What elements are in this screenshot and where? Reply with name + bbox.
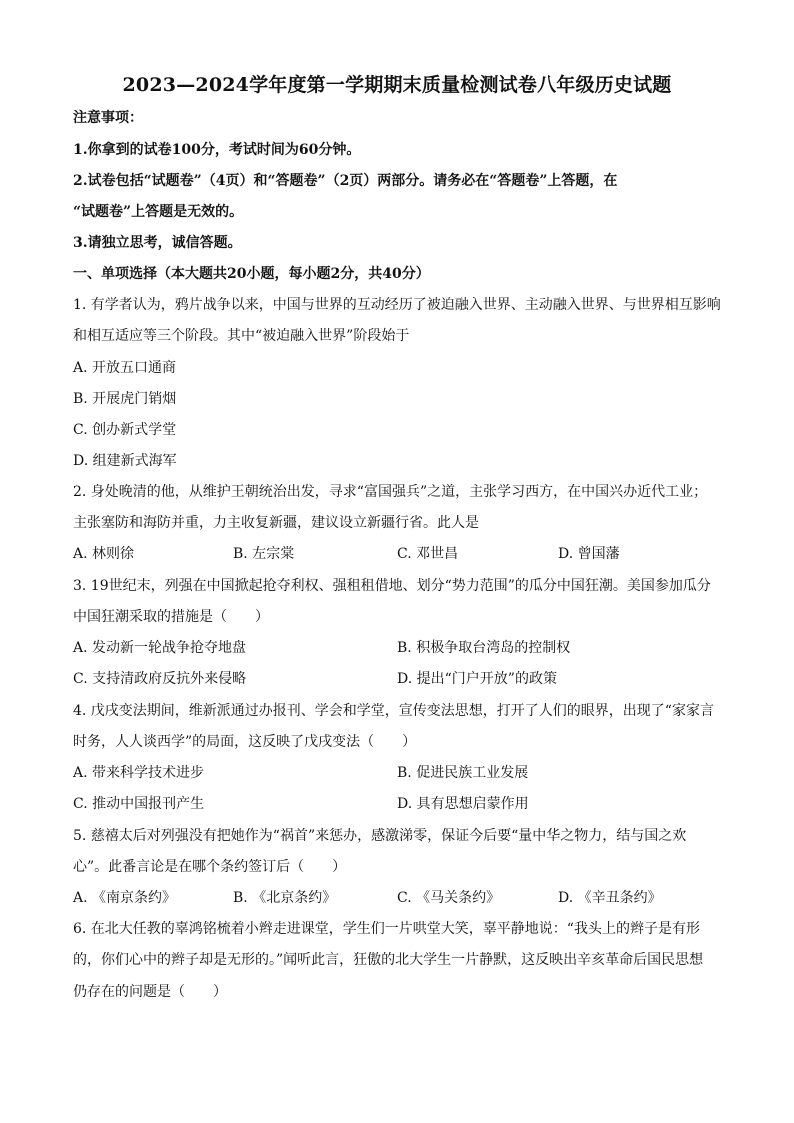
note-item-1: 1.你拿到的试卷100分，考试时间为60分钟。	[73, 142, 361, 158]
exam-title: 2023—2024学年度第一学期期末质量检测试卷八年级历史试题	[122, 74, 672, 96]
note-item-2-cont: “试题卷”上答题是无效的。	[73, 204, 244, 220]
question-2-option-d: D. 曾国藩	[558, 546, 620, 562]
question-1-option-b: B. 开展虎门销烟	[73, 391, 177, 407]
question-1-text: 1. 有学者认为，鸦片战争以来，中国与世界的互动经历了被迫融入世界、主动融入世界、与世界相互影响	[73, 297, 721, 313]
question-5-text-cont: 心”。此番言论是在哪个条约签订后（ ）	[73, 859, 347, 875]
question-4-option-b: B. 促进民族工业发展	[397, 765, 529, 781]
question-6-text-cont-1: 的，你们心中的辫子却是无形的。”闻听此言，狂傲的北大学生一片静默，这反映出辛亥革命后国民思想	[73, 952, 704, 968]
question-3-option-d: D. 提出“门户开放”的政策	[397, 671, 557, 687]
question-3-option-a: A. 发动新一轮战争抢夺地盘	[73, 640, 247, 656]
question-5-option-d: D. 《辛丑条约》	[558, 890, 662, 906]
question-6-text-cont-2: 仍存在的问题是（ ）	[73, 984, 227, 1000]
question-3-text: 3. 19世纪末，列强在中国掀起抢夺利权、强租租借地、划分“势力范围”的瓜分中国狂潮。美国参加瓜分	[73, 578, 711, 594]
question-5-option-a: A. 《南京条约》	[73, 890, 177, 906]
question-4-text-cont: 时务，人人谈西学”的局面，这反映了戊戌变法（ ）	[73, 734, 417, 750]
note-item-2: 2.试卷包括“试题卷”（4页）和“答题卷”（2页）两部分。请务必在“答题卷”上答题，在	[73, 173, 618, 189]
question-5-option-b: B. 《北京条约》	[233, 890, 337, 906]
question-2-option-b: B. 左宗棠	[233, 546, 295, 562]
question-5-text: 5. 慈禧太后对列强没有把她作为“祸首”来惩办，感激涕零，保证今后要“量中华之物力，结与国之欢	[73, 828, 687, 844]
question-4-option-a: A. 带来科学技术进步	[73, 765, 205, 781]
question-4-option-d: D. 具有思想启蒙作用	[397, 796, 529, 812]
question-2-text-cont: 主张塞防和海防并重，力主收复新疆，建议设立新疆行省。此人是	[73, 515, 479, 531]
question-3-option-c: C. 支持清政府反抗外来侵略	[73, 671, 247, 687]
question-5-option-c: C. 《马关条约》	[397, 890, 501, 906]
question-2-option-a: A. 林则徐	[73, 546, 135, 562]
section-heading: 一、单项选择（本大题共20小题，每小题2分，共40分）	[73, 266, 430, 282]
question-6-text: 6. 在北大任教的辜鸿铭梳着小辫走进课堂，学生们一片哄堂大笑，辜平静地说：“我头上的辫子是有形	[73, 921, 700, 937]
question-1-option-c: C. 创办新式学堂	[73, 422, 177, 438]
question-1-text-cont: 和相互适应等三个阶段。其中“被迫融入世界”阶段始于	[73, 328, 410, 344]
question-1-option-d: D. 组建新式海军	[73, 453, 177, 469]
question-3-option-b: B. 积极争取台湾岛的控制权	[397, 640, 571, 656]
question-2-option-c: C. 邓世昌	[397, 546, 459, 562]
question-1-option-a: A. 开放五口通商	[73, 360, 177, 376]
question-4-text: 4. 戊戌变法期间，维新派通过办报刊、学会和学堂，宣传变法思想，打开了人们的眼界，出现了“家家言	[73, 703, 714, 719]
note-item-3: 3.请独立思考，诚信答题。	[73, 235, 242, 251]
question-3-text-cont: 中国狂潮采取的措施是（ ）	[73, 609, 269, 625]
question-4-option-c: C. 推动中国报刊产生	[73, 796, 205, 812]
notes-heading: 注意事项：	[73, 110, 143, 126]
question-2-text: 2. 身处晚清的他，从维护王朝统治出发，寻求“富国强兵”之道，主张学习西方，在中国兴办近代工业；	[73, 484, 708, 500]
